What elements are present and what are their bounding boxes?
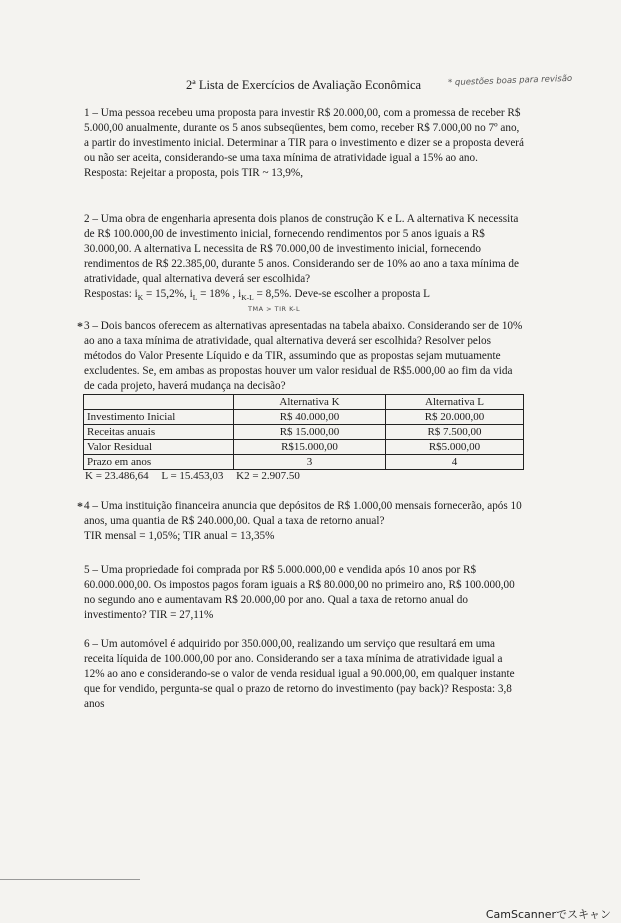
table-header-cell: Alternativa K [234, 395, 386, 410]
table-cell: 4 [386, 455, 524, 470]
handwritten-note: * questões boas para revisão [447, 73, 573, 89]
question-1-answer: Resposta: Rejeitar a proposta, pois TIR ~ 13,9%, [84, 167, 303, 180]
question-5-text: 5 – Uma propriedade foi comprada por R$ 5.000.000,00 e vendida após 10 anos por R$ 60.000.000,00. Os impostos pagos foram iguais a R$ 80.000,00 no primeiro ano, R$ 100.000,00 no segundo ano e aumentavam R$ 20.000,00 por ano. Qual a taxa de retorno anual do investimento? TIR = 27,11% [84, 564, 515, 622]
table-cell: R$ 40.000,00 [234, 410, 386, 425]
table-header-cell [84, 395, 234, 410]
table-row [84, 425, 524, 440]
scan-edge-line [0, 879, 140, 880]
table-cell: Prazo em anos [84, 455, 234, 470]
table-row [84, 410, 524, 425]
question-4-text: 4 – Uma instituição financeira anuncia que depósitos de R$ 1.000,00 mensais fornecerão, após 10 anos, uma quantia de R$ 240.000,00. Qual a taxa de retorno anual? [84, 500, 522, 528]
table-cell: R$ 7.500,00 [386, 425, 524, 440]
alternatives-table [83, 394, 524, 470]
table-header-row [84, 395, 524, 410]
table-cell: R$ 20.000,00 [386, 410, 524, 425]
table-cell: R$15.000,00 [234, 440, 386, 455]
star-mark-3: * [77, 319, 83, 333]
question-4 [84, 499, 524, 544]
document-title: 2ª Lista de Exercícios de Avaliação Econômica [186, 78, 422, 92]
result-k: K = 23.486,64 [85, 470, 149, 482]
question-1 [84, 106, 524, 181]
table-header-cell: Alternativa L [386, 395, 524, 410]
table-cell: R$5.000,00 [386, 440, 524, 455]
question-2-text: 2 – Uma obra de engenharia apresenta dois planos de construção K e L. A alternativa K necessita de R$ 100.000,00 de investimento inicial, fornecendo rendimentos por 5 anos iguais a R$ 30.000,00. A alternativa L necessita de R$ 70.000,00 de investimento inicial, fornecendo rendimentos de R$ 22.385,00, durante 5 anos. Considerando ser de 10% ao ano a taxa mínima de atratividade, qual alternativa deverá ser escolhida? [84, 213, 519, 286]
question-3 [84, 319, 524, 394]
result-k2: K2 = 2.907.50 [236, 470, 300, 482]
table-cell: Investimento Inicial [84, 410, 234, 425]
table-cell: Valor Residual [84, 440, 234, 455]
table-row [84, 455, 524, 470]
table-row [84, 440, 524, 455]
question-2 [84, 212, 524, 306]
question-6-text: 6 – Um automóvel é adquirido por 350.000,00, realizando um serviço que resultará em uma receita líquida de 100.000,00 por ano. Considerando ser a taxa mínima de atratividade igual a 12% ao ano e considerando-se o valor de venda residual igual a 90.000,00, em qualquer instante que for vendido, pergunta-se qual o prazo de retorno do investimento (pay back)? Resposta: 3,8 anos [84, 638, 515, 711]
handwritten-tma-note: TMA > TIR K-L [248, 305, 301, 313]
camscanner-watermark: CamScannerでスキャン [485, 908, 611, 921]
question-3-text: 3 – Dois bancos oferecem as alternativas apresentadas na tabela abaixo. Considerando ser de 10% ao ano a taxa mínima de atratividade, qual alternativa deverá ser escolhida? Resolver pelos métodos do Valor Presente Líquido e da TIR, assumindo que as propostas sejam mutuamente excludentes. Se, em ambas as propostas houver um valor residual de R$5.000,00 ao fim da vida de cada projeto, haverá mudança na decisão? [84, 320, 523, 393]
question-6 [84, 637, 524, 712]
result-l: L = 15.453,03 [161, 470, 224, 482]
question-2-answer: Respostas: $i_K = 15,2\%$, $i_L = 18\%$ , $i_{K-L} = 8,5\%$. Deve-se escolher a proposta L [84, 288, 430, 303]
table-cell: Receitas anuais [84, 425, 234, 440]
table-cell: R$ 15.000,00 [234, 425, 386, 440]
question-3-results [85, 470, 310, 482]
question-5 [84, 563, 524, 623]
table-cell: 3 [234, 455, 386, 470]
question-1-text: 1 – Uma pessoa recebeu uma proposta para investir R$ 20.000,00, com a promessa de receber R$ 5.000,00 anualmente, durante os 5 anos subseqüentes, bem como, receber R$ 7.000,00 no 7º ano, a partir do investimento inicial. Determinar a TIR para o investimento e dizer se a proposta deverá ou não ser aceita, considerando-se uma taxa mínima de atratividade igual a 15% ao ano. [84, 107, 524, 165]
star-mark-4: * [77, 499, 83, 513]
question-4-answer: TIR mensal = 1,05%; TIR anual = 13,35% [84, 530, 275, 543]
